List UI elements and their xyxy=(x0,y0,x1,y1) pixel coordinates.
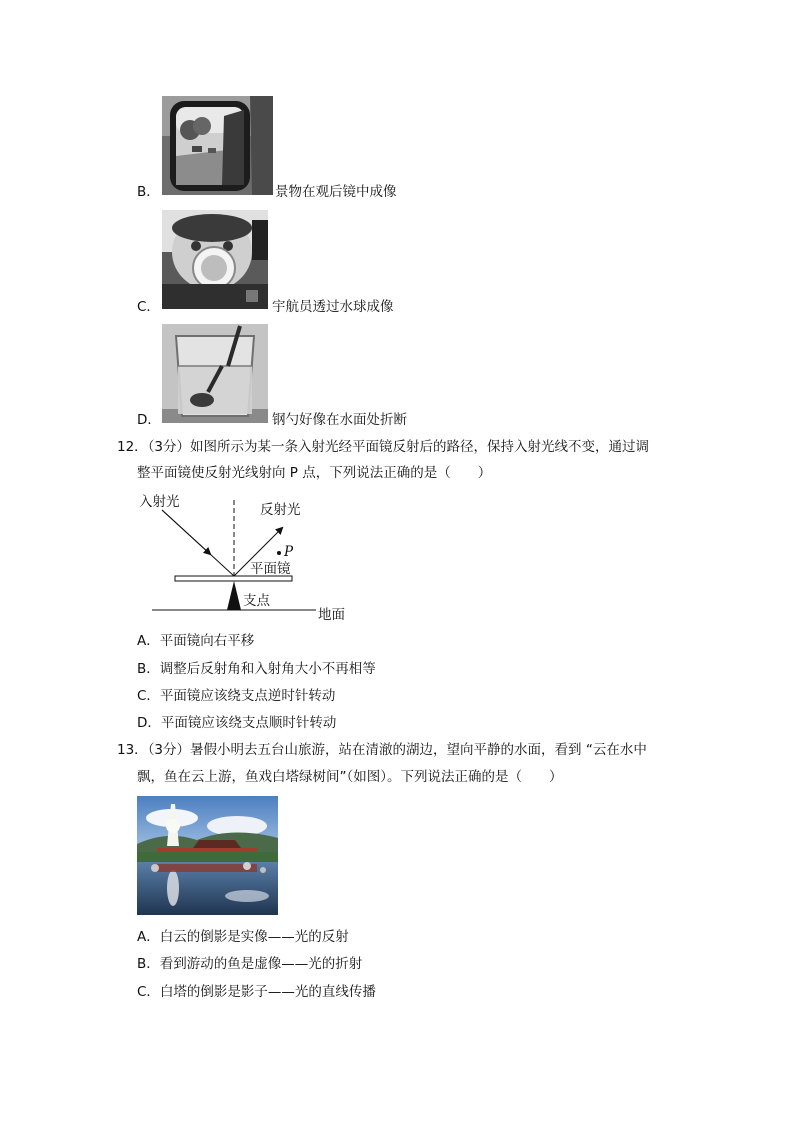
q12-option-a xyxy=(137,631,254,651)
question-12-line1 xyxy=(117,437,649,457)
q13-option-b-letter: B． xyxy=(137,956,160,972)
q12-option-c-letter: C． xyxy=(137,688,160,704)
spoon-in-water-photo xyxy=(162,324,268,423)
point-p xyxy=(277,551,281,555)
plane-mirror-label: 平面镜 xyxy=(250,561,291,577)
incident-ray-arrow xyxy=(162,510,210,554)
option-d-letter: D． xyxy=(137,412,161,428)
q13-option-c-letter: C． xyxy=(137,984,160,1000)
incident-light-label: 入射光 xyxy=(139,494,180,510)
q12-option-b-letter: B． xyxy=(137,661,160,677)
point-p-label: P xyxy=(284,544,294,560)
option-c-text: 宇航员透过水球成像 xyxy=(272,299,394,315)
q13-option-b xyxy=(137,954,362,974)
option-c-letter: C． xyxy=(137,299,160,315)
option-b-letter: B． xyxy=(137,184,160,200)
question-13-number: 13． xyxy=(117,742,148,758)
q13-option-b-text: 看到游动的鱼是虚像——光的折射 xyxy=(159,956,363,972)
q13-option-a xyxy=(137,927,349,947)
q13-option-a-letter: A． xyxy=(137,929,160,945)
ground-label: 地面 xyxy=(318,607,345,623)
q12-option-c-text: 平面镜应该绕支点逆时针转动 xyxy=(159,688,336,704)
q12-option-a-letter: A． xyxy=(137,633,160,649)
question-12-score: （3分） xyxy=(147,439,191,455)
question-13-line1 xyxy=(117,740,647,760)
astronaut-water-ball-photo xyxy=(162,210,268,309)
option-d-text: 钢勺好像在水面处折断 xyxy=(272,412,407,428)
q12-option-b xyxy=(137,659,376,679)
q12-option-a-text: 平面镜向右平移 xyxy=(159,633,255,649)
q12-option-d xyxy=(137,713,336,733)
rearview-mirror-photo xyxy=(162,96,273,195)
q13-option-c-text: 白塔的倒影是影子——光的直线传播 xyxy=(159,984,376,1000)
q13-option-c xyxy=(137,982,376,1002)
question-13-score: （3分） xyxy=(147,742,191,758)
question-13-stem-line1: 暑假小明去五台山旅游，站在清澈的湖边，望向平静的水面，看到 “云在水中 xyxy=(190,742,647,758)
q12-option-d-text: 平面镜应该绕支点顺时针转动 xyxy=(160,715,337,731)
question-12-stem-line1: 如图所示为某一条入射光经平面镜反射后的路径，保持入射光线不变，通过调 xyxy=(190,439,650,455)
option-b-text: 景物在观后镜中成像 xyxy=(275,184,397,200)
reflected-light-label: 反射光 xyxy=(260,502,301,518)
q12-option-b-text: 调整后反射角和入射角大小不再相等 xyxy=(159,661,376,677)
pivot-label: 支点 xyxy=(243,593,270,609)
q12-option-c xyxy=(137,686,335,706)
pivot-triangle xyxy=(227,581,241,610)
question-13-line2: 飘，鱼在云上游，鱼戏白塔绿树间”（如图）。下列说法正确的是（ ） xyxy=(137,769,563,785)
white-pagoda-lake-photo xyxy=(137,796,278,915)
q13-option-a-text: 白云的倒影是实像——光的反射 xyxy=(159,929,349,945)
q12-option-d-letter: D． xyxy=(137,715,161,731)
question-12-line2: 整平面镜使反射光线射向 P 点，下列说法正确的是（ ） xyxy=(137,465,492,481)
question-12-number: 12． xyxy=(117,439,148,455)
